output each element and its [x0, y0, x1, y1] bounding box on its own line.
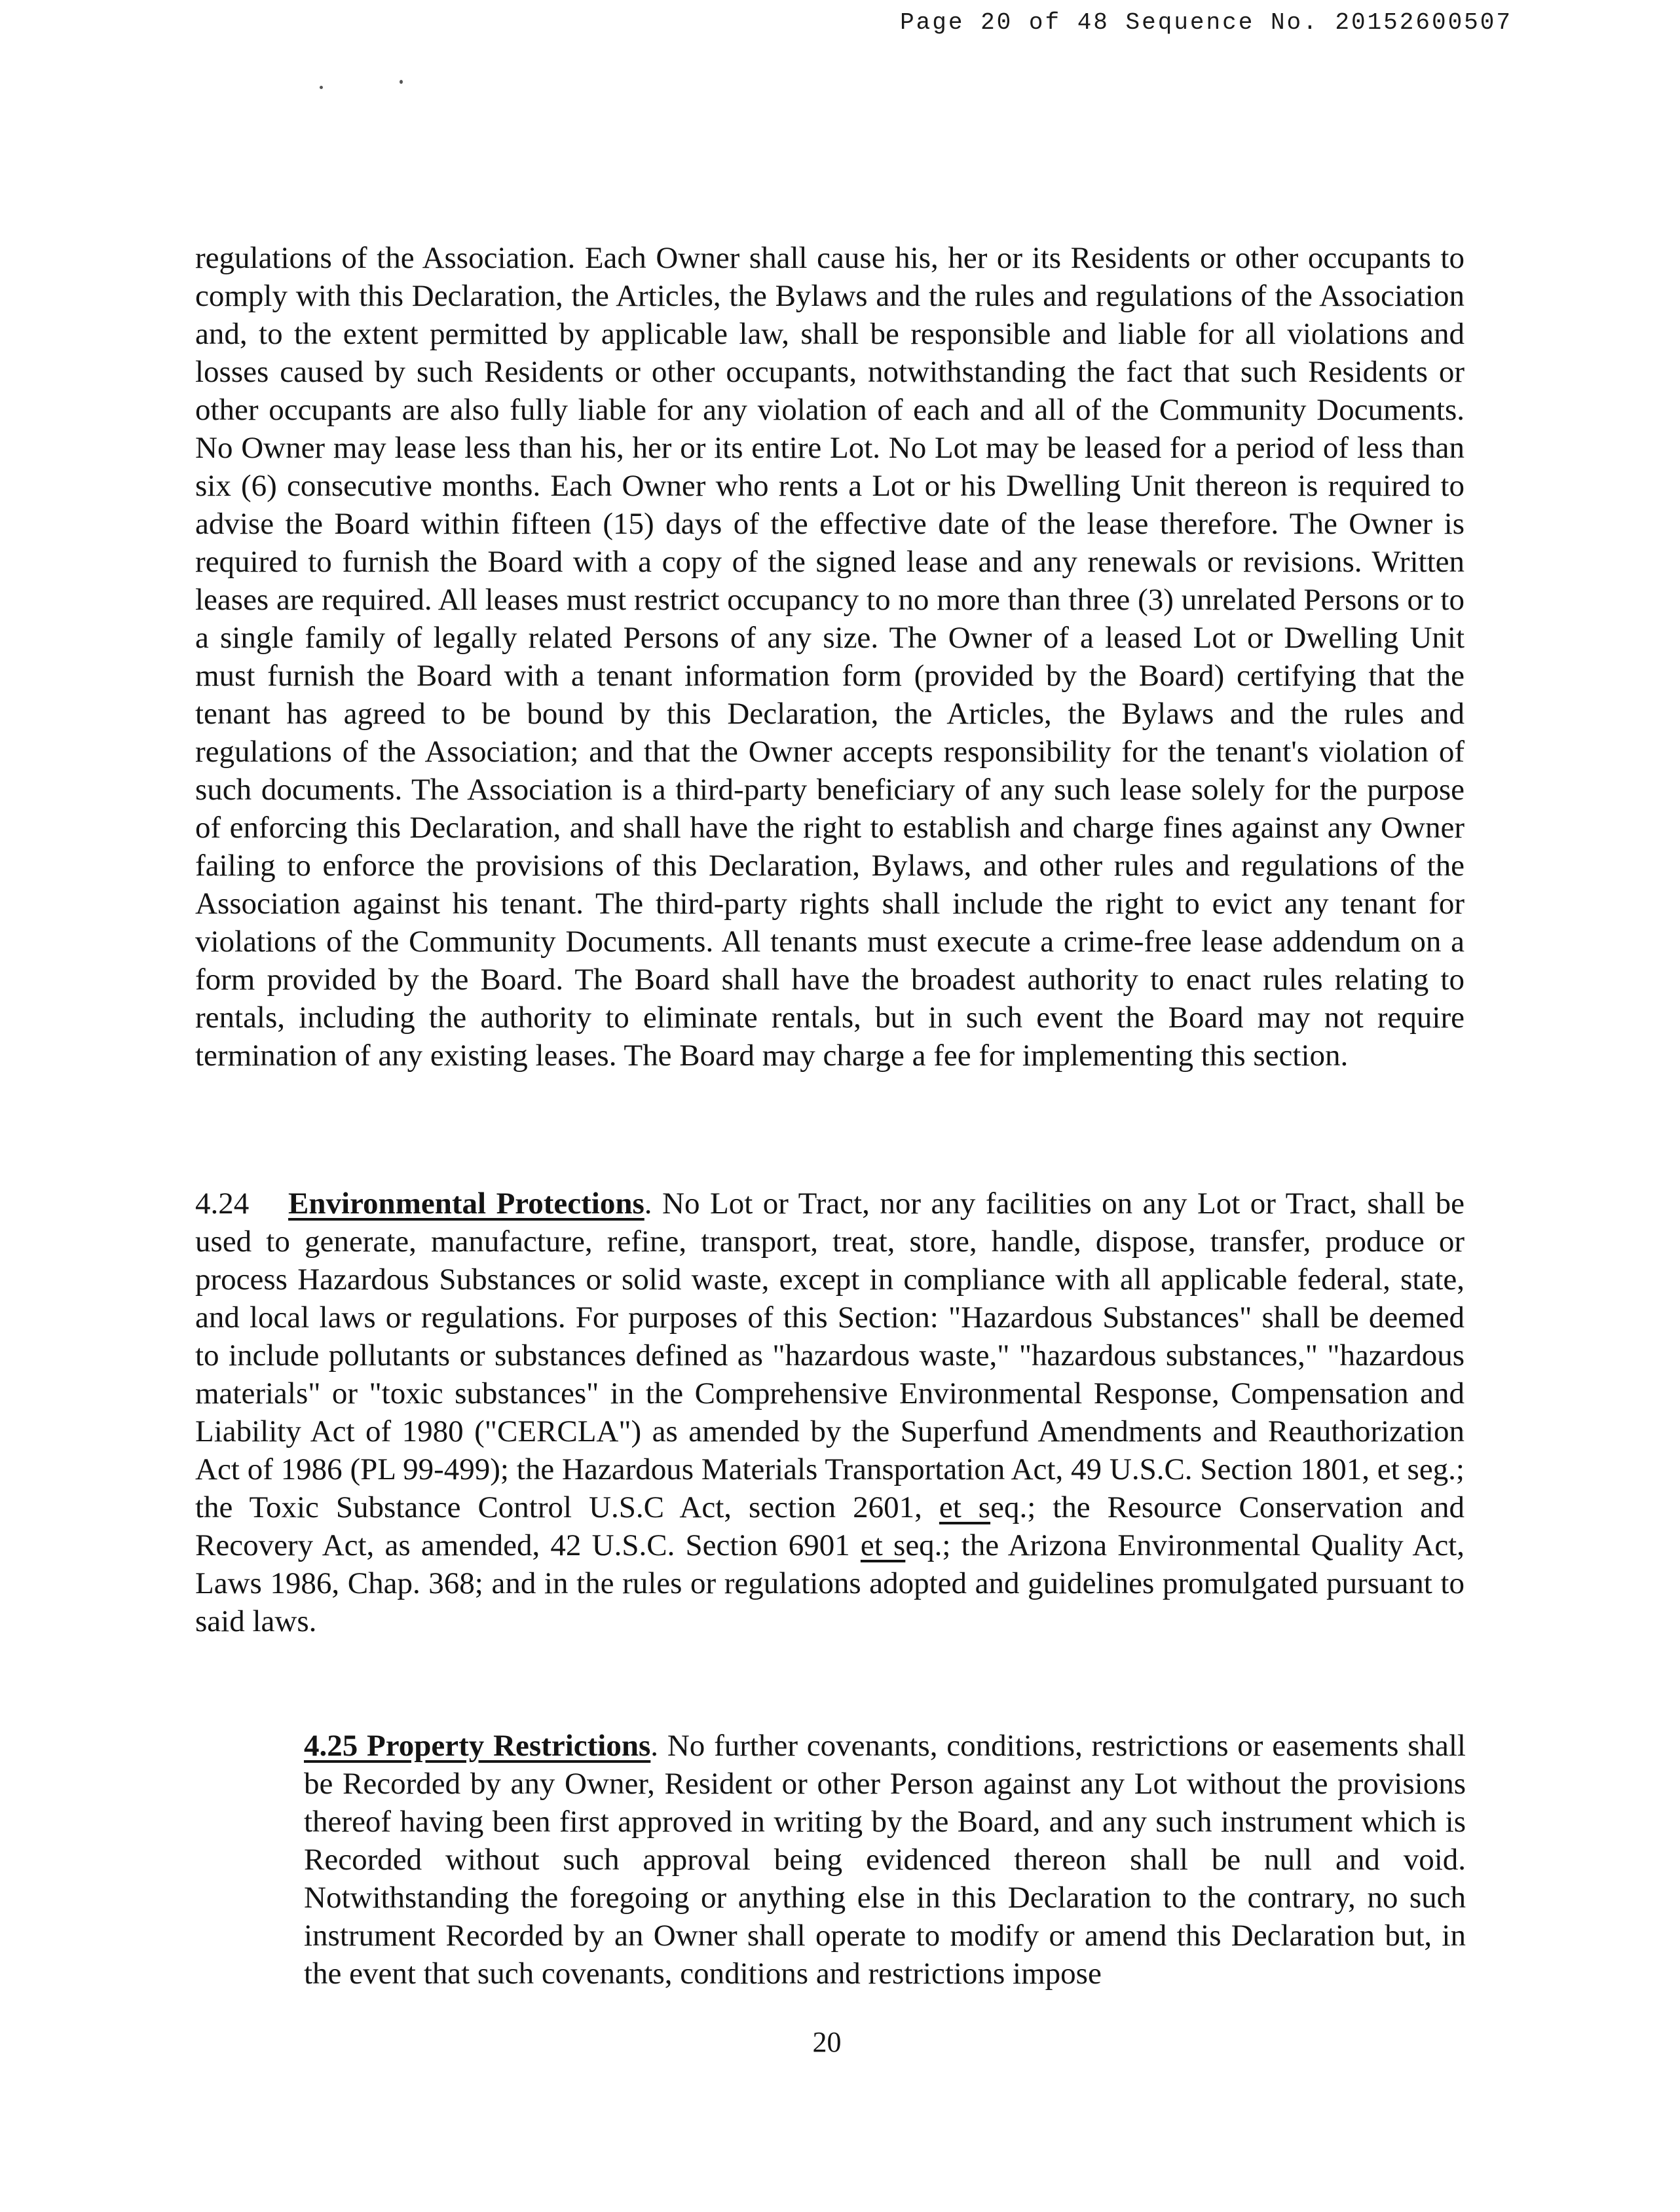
section-number: 4.24 — [195, 1187, 250, 1221]
continuation-paragraph: regulations of the Association. Each Owner shall cause his, her or its Residents or other occupants to comply with this Declaration, the Articles, the Bylaws and the rules and regulations of the Association and, to the extent permitted by applicable law, shall be responsible and liable for all violations and losses caused by such Residents or other occupants, notwithstanding the fact that such Residents or other occupants are also fully liable for any violation of each and all of the Community Documents. No Owner may lease less than his, her or its entire Lot. No Lot may be leased for a period of less than six (6) consecutive months. Each Owner who rents a Lot or his Dwelling Unit thereon is required to advise the Board within fifteen (15) days of the effective date of the lease therefore. The Owner is required to furnish the Board with a copy of the signed lease and any renewals or revisions. Written leases are required. All leases must restrict occupancy to no more than three (3) unrelated Persons or to a single family of legally related Persons of any size. The Owner of a leased Lot or Dwelling Unit must furnish the Board with a tenant information form (provided by the Board) certifying that the tenant has agreed to be bound by this Declaration, the Articles, the Bylaws and the rules and regulations of the Association; and that the Owner accepts responsibility for the tenant's violation of such documents. The Association is a third-party beneficiary of any such lease solely for the purpose of enforcing this Declaration, and shall have the right to establish and charge fines against any Owner failing to enforce the provisions of this Declaration, Bylaws, and other rules and regulations of the Association against his tenant. The third-party rights shall include the right to evict any tenant for violations of the Community Documents. All tenants must execute a crime-free lease addendum on a form provided by the Board. The Board shall have the broadest authority to enact rules relating to rentals, including the authority to eliminate rentals, but in such event the Board may not require termination of any existing leases. The Board may charge a fee for implementing this section. — [195, 241, 1465, 1073]
section-text: eq.; the Arizona Environmental Quality Act, Laws 1986, Chap. 368; and in the rules or regulations adopted and guidelines promulgated pursuant to said laws. — [195, 1528, 1465, 1638]
section-4-24-paragraph — [195, 1185, 1465, 1640]
section-4-25-paragraph — [304, 1727, 1466, 1993]
section-heading: Environmental Protections — [288, 1187, 644, 1221]
section-text: eq.; the Resource Conservation and Recovery Act, as amended, 42 U.S.C. Section 6901 — [195, 1490, 1465, 1562]
underlined-et: et s — [860, 1528, 906, 1562]
heading-period: . — [644, 1187, 652, 1221]
section-text: No Lot or Tract, nor any facilities on any Lot or Tract, shall be used to generate, manufacture, refine, transport, treat, store, handle, dispose, transfer, produce or process Hazardous Substances or solid waste, except in compliance with all applicable federal, state, and local laws or regulations. For purposes of this Section: "Hazardous Substances" shall be deemed to include pollutants or substances defined as "hazardous waste," "hazardous substances," "hazardous materials" or "toxic substances" in the Comprehensive Environmental Response, Compensation and Liability Act of 1980 ("CERCLA") as amended by the Superfund Amendments and Reauthorization Act of 1986 (PL 99-499); the Hazardous Materials Transportation Act, 49 U.S.C. Section 1801, et seg.; the Toxic Substance Control U.S.C Act, section 2601, — [195, 1187, 1465, 1524]
section-text: . No further covenants, conditions, restrictions or easements shall be Recorded by any Owner, Resident or other Person against any Lot without the provisions thereof having been first approved in writing by the Board, and any such instrument which is Recorded without such approval being evidenced thereon shall be null and void. Notwithstanding the foregoing or anything else in this Declaration to the contrary, no such instrument Recorded by an Owner shall operate to modify or amend this Declaration but, in the event that such covenants, conditions and restrictions impose — [304, 1729, 1466, 1991]
scan-speck — [320, 86, 323, 89]
page-header: Page 20 of 48 Sequence No. 20152600507 — [900, 9, 1512, 36]
page-number: 20 — [812, 2026, 842, 2058]
section-heading: 4.25 Property Restrictions — [304, 1729, 651, 1763]
underlined-et: et s — [939, 1490, 991, 1524]
scan-speck — [400, 80, 403, 84]
